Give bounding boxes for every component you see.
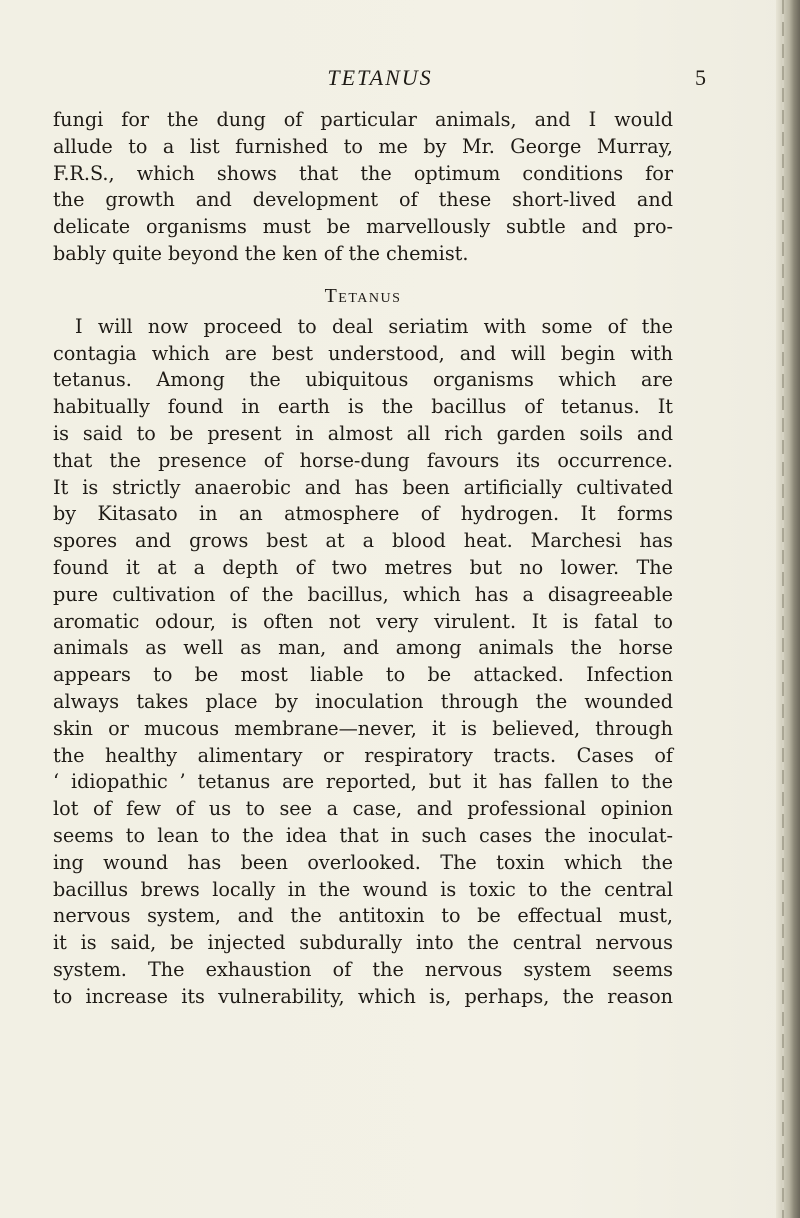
text-line: pure cultivation of the bacillus, which has a disagreeable <box>53 582 673 606</box>
running-title: TETANUS <box>327 65 433 90</box>
page-number: 5 <box>695 65 706 90</box>
text-line: skin or mucous membrane—never, it is believed, through <box>53 716 673 740</box>
page-binding-edge <box>776 0 800 1218</box>
text-line: seems to lean to the idea that in such cases the inoculat- <box>53 823 673 847</box>
text-line: fungi for the dung of particular animals, and I would <box>53 108 673 131</box>
text-line: to increase its vulnerability, which is, perhaps, the reason <box>53 984 673 1008</box>
page-header <box>60 62 706 94</box>
text-line: tetanus. Among the ubiquitous organisms which are <box>53 368 673 392</box>
text-line: ing wound has been overlooked. The toxin which the <box>53 850 673 874</box>
text-line: the growth and development of these short-lived and <box>53 188 673 212</box>
text-line: F.R.S., which shows that the optimum conditions for <box>53 161 673 185</box>
body-text <box>53 107 673 1011</box>
text-line: appears to be most liable to be attacked. Infection <box>53 663 673 687</box>
text-line: always takes place by inoculation through the wounded <box>53 689 673 713</box>
text-line: bably quite beyond the ken of the chemist. <box>53 241 469 265</box>
text-line: it is said, be injected subdurally into the central nervous <box>53 931 673 955</box>
text-line: delicate organisms must be marvellously subtle and pro- <box>53 215 673 239</box>
text-line: is said to be present in almost all rich garden soils and <box>53 421 673 445</box>
text-line: bacillus brews locally in the wound is toxic to the central <box>53 877 673 901</box>
text-line: habitually found in earth is the bacillus of tetanus. It <box>53 395 673 419</box>
text-line: that the presence of horse-dung favours its occurrence. <box>53 448 673 472</box>
text-line: spores and grows best at a blood heat. Marchesi has <box>53 529 673 553</box>
text-line: found it at a depth of two metres but no lower. The <box>53 555 673 579</box>
text-line: lot of few of us to see a case, and professional opinion <box>53 797 673 821</box>
text-line: allude to a list furnished to me by Mr. George Murray, <box>53 134 673 158</box>
text-line: contagia which are best understood, and will begin with <box>53 341 673 365</box>
text-line: I will now proceed to deal seriatim with some of the <box>75 314 673 338</box>
text-line: the healthy alimentary or respiratory tracts. Cases of <box>53 743 673 767</box>
section-heading: Tetanus <box>324 284 402 307</box>
text-line: animals as well as man, and among animals the horse <box>53 636 673 660</box>
text-line: ‘ idiopathic ’ tetanus are reported, but it has fallen to the <box>53 770 673 794</box>
text-line: by Kitasato in an atmosphere of hydrogen. It forms <box>53 502 673 526</box>
text-line: system. The exhaustion of the nervous system seems <box>53 957 673 981</box>
text-line: aromatic odour, is often not very virulent. It is fatal to <box>53 609 673 633</box>
text-line: It is strictly anaerobic and has been artificially cultivated <box>53 475 673 499</box>
text-line: nervous system, and the antitoxin to be effectual must, <box>53 904 673 928</box>
